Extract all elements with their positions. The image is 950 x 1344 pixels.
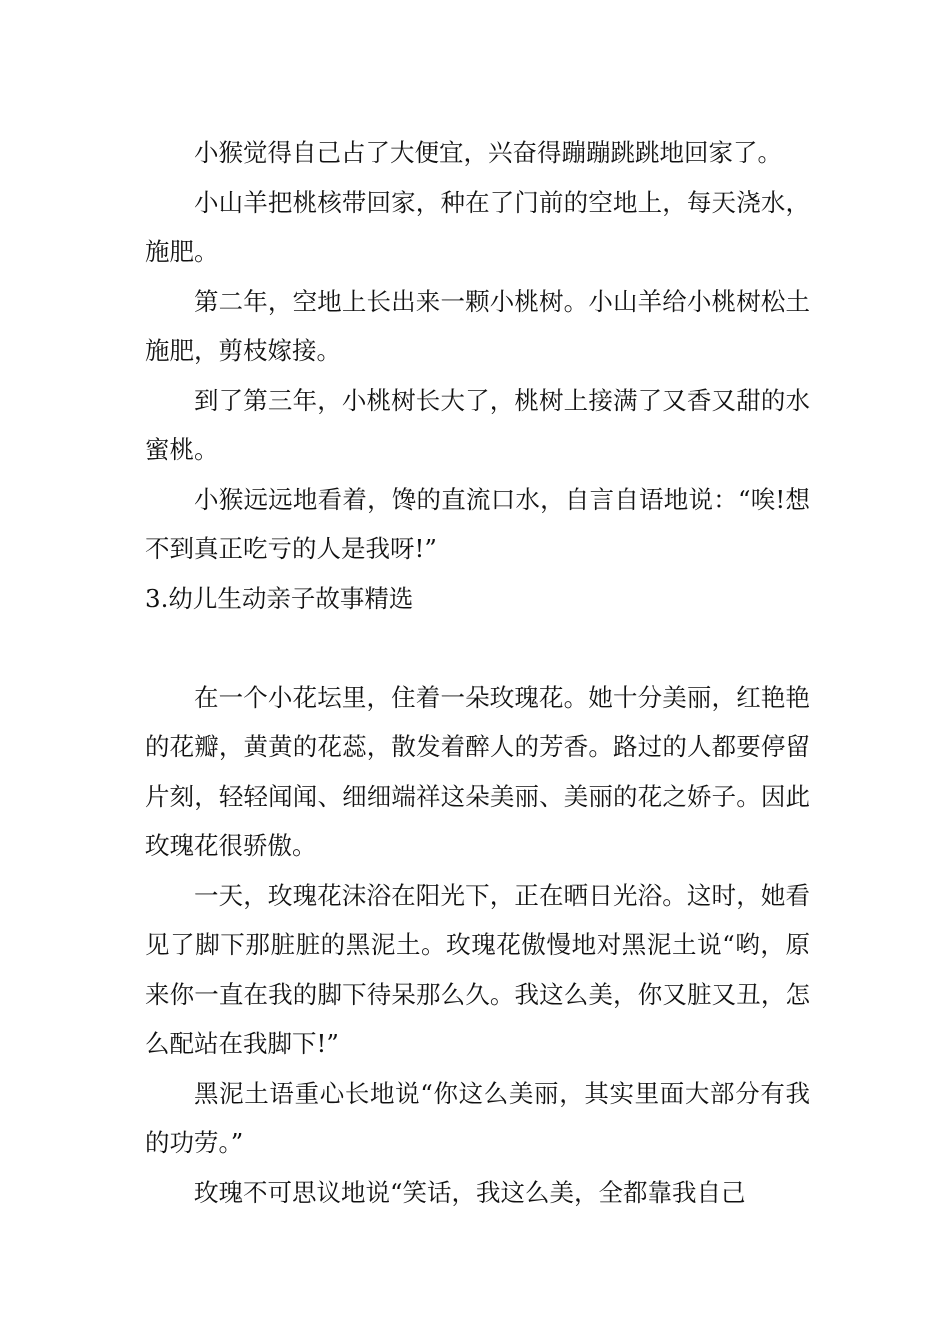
paragraph-monkey-happy: 小猴觉得自己占了大便宜，兴奋得蹦蹦跳跳地回家了。 xyxy=(194,138,782,167)
paragraph-rose-intro: 在一个小花坛里，住着一朵玫瑰花。她十分美丽，红艳艳的花瓣，黄黄的花蕊，散发着醉人的芳香。路过的人都要停留片刻，轻轻闻闻、细细端祥这朵美丽、美丽的花之娇子。因此玫瑰花很骄傲。 xyxy=(145,682,810,860)
paragraph-rose-speaks: 一天，玫瑰花沫浴在阳光下，正在晒日光浴。这时，她看见了脚下那脏脏的黑泥土。玫瑰花傲慢地对黑泥土说“哟，原来你一直在我的脚下待呆那么久。我这么美，你又脏又丑，怎么配站在我脚下!” xyxy=(145,880,810,1058)
paragraph-second-year: 第二年，空地上长出来一颗小桃树。小山羊给小桃树松土施肥，剪枝嫁接。 xyxy=(145,286,810,365)
story-text xyxy=(145,128,810,1217)
section-heading: 3.幼儿生动亲子故事精选 xyxy=(145,583,414,613)
paragraph-goat-plants-pit: 小山羊把桃核带回家，种在了门前的空地上，每天浇水，施肥。 xyxy=(145,187,810,266)
blank-line xyxy=(145,623,810,673)
paragraph-third-year: 到了第三年，小桃树长大了，桃树上接满了又香又甜的水蜜桃。 xyxy=(145,385,810,464)
paragraph-monkey-regret: 小猴远远地看着，馋的直流口水，自言自语地说：“唉!想不到真正吃亏的人是我呀!” xyxy=(145,484,810,563)
paragraph-soil-replies: 黑泥土语重心长地说“你这么美丽，其实里面大部分有我的功劳。” xyxy=(145,1078,810,1157)
paragraph-rose-laughs: 玫瑰不可思议地说“笑话，我这么美，全都靠我自己 xyxy=(194,1177,746,1207)
